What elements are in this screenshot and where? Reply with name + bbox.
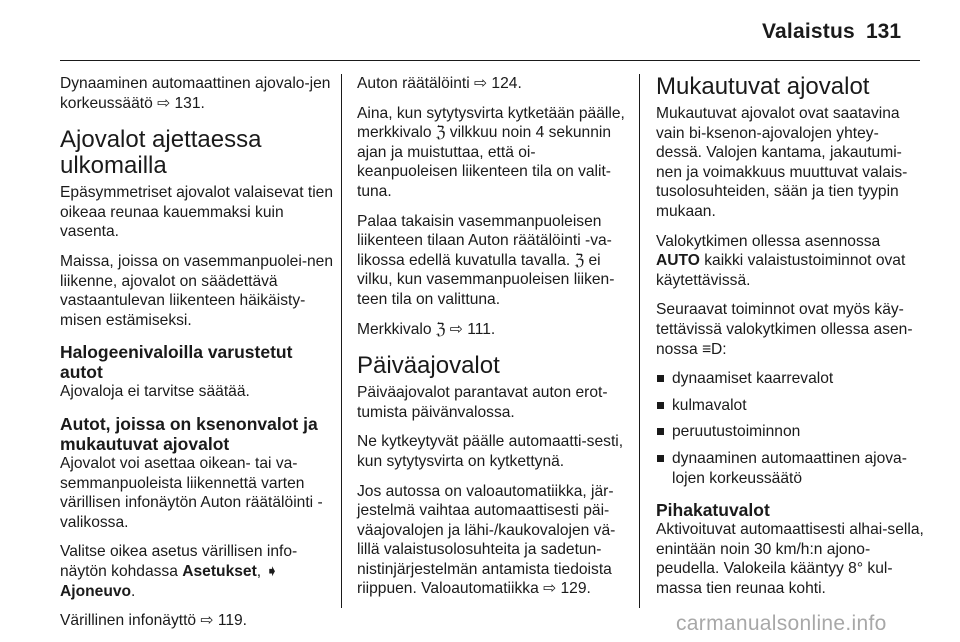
- heading-daytime-running-lights: Päiväajovalot: [357, 352, 500, 380]
- function-list: [656, 369, 924, 488]
- text-select-setting: Valitse oikea asetus värillisen info-näytön kohdassa: [60, 543, 298, 580]
- heading-cornering-lights: Pihakatuvalot: [656, 500, 770, 521]
- paragraph-return-left: Palaa takaisin vasemmanpuoleisen liikenteen tilaan Auton räätälöinti -va-likossa edellä kuvatulla tavalla. ℨ ei vilku, kun vasemmanpuoleisen liiken-teen tila on valittuna.: [357, 212, 615, 308]
- heading-halogen: Halogeenivaloilla varustetut autot: [60, 342, 293, 383]
- paragraph-indicator-ref: Merkkivalo ℨ ⇨ 111.: [357, 320, 496, 338]
- page-number: 131: [866, 20, 902, 43]
- header-divider: [60, 60, 920, 61]
- heading-adaptive-headlights: Mukautuvat ajovalot: [656, 73, 870, 100]
- bullet-square-icon: [657, 375, 664, 382]
- paragraph-cornering-desc: Aktivoituvat automaattisesti alhai-sella, enintään noin 30 km/h:n ajono-peudella. Valokeila kääntyy 8° kul-massa tien reunaa kohti.: [656, 521, 924, 597]
- paragraph-xenon: Ajovalot voi asettaa oikean- tai va-semmanpuoleista liikennettä varten värillisen infonäytön Auton räätälöinti -valikossa.: [60, 454, 323, 531]
- paragraph-following-functions: Seuraavat toiminnot ovat myös käy-tettävissä valokytkimen ollessa asen-nossa ≡D:: [656, 301, 913, 358]
- paragraph-drl-visibility: Päiväajovalot parantavat auton erot-tumista päivänvalossa.: [357, 384, 608, 421]
- text-period: .: [131, 582, 136, 600]
- menu-settings-label: Asetukset: [182, 562, 257, 580]
- paragraph-headlight-range: Dynaaminen automaattinen ajovalo-jen korkeussäätö ⇨ 131.: [60, 75, 331, 112]
- paragraph-indicator-flash: Aina, kun sytytysvirta kytketään päälle, merkkivalo ℨ vilkkuu noin 4 sekunnin ajan ja muistuttaa, että oi-keanpuoleisen liikenteen tila on valit-tuna.: [357, 104, 625, 200]
- arrow-separator: , ➧: [256, 562, 279, 580]
- column-divider-2: [639, 74, 640, 608]
- heading-headlights-abroad: Ajovalot ajettaessa ulkomailla: [60, 126, 262, 180]
- paragraph-select-setting: [60, 542, 335, 601]
- paragraph-adaptive-desc: Mukautuvat ajovalot ovat saatavina vain bi-ksenon-ajovalojen yhtey-dessä. Valojen kantama, jakautumi-nen ja voimakkuus muuttuvat valais-tusolosuhteiden, sään ja tien tyypin mukaan.: [656, 105, 908, 220]
- list-item-text: dynaamiset kaarrevalot: [672, 370, 834, 388]
- paragraph-drl-auto: Ne kytkeytyvät päälle automaatti-sesti, kun sytytysvirta on kytkettynä.: [357, 433, 624, 470]
- paragraph-info-display-ref: Värillinen infonäyttö ⇨ 119.: [60, 612, 248, 630]
- heading-xenon: Autot, joissa on ksenonvalot ja mukautuvat ajovalot: [60, 413, 318, 454]
- menu-vehicle-label: Ajoneuvo: [60, 582, 132, 600]
- column-3: [656, 74, 924, 608]
- text-auto-pre: Valokytkimen ollessa asennossa: [656, 232, 881, 250]
- list-item: [656, 422, 924, 442]
- list-item-text: kulmavalot: [672, 396, 747, 414]
- list-item: [656, 449, 924, 488]
- paragraph-asymmetric: Epäsymmetriset ajovalot valaisevat tien oikeaa reunaa kauemmaksi kuin vasenta.: [60, 184, 334, 241]
- paragraph-customisation-ref: Auton räätälöinti ⇨ 124.: [357, 75, 522, 92]
- auto-label: AUTO: [656, 252, 700, 270]
- header-section-title: Valaistus: [762, 20, 855, 43]
- paragraph-left-traffic: Maissa, joissa on vasemmanpuolei-nen liikenne, ajovalot on säädettävä vastaantulevan liikenteen häikäisty-misen estämiseksi.: [60, 252, 334, 329]
- paragraph-light-automation: Jos autossa on valoautomatiikka, jär-jestelmä vaihtaa automaattisesti päi-väajovalojen ja lähi-/kaukovalojen vä-lillä valaistusolosuhteita ja sadetun-nistinjärjestelmän antamista tiedoista riippuen. Valoautomatiikka ⇨ 129.: [357, 482, 616, 598]
- column-2: [357, 74, 625, 609]
- column-1: [60, 74, 335, 641]
- bullet-square-icon: [657, 428, 664, 435]
- list-item-text: peruutustoiminnon: [672, 423, 801, 441]
- bullet-square-icon: [657, 402, 664, 409]
- watermark: carmanualsonline.info: [676, 612, 887, 635]
- list-item-text: dynaaminen automaattinen ajova-lojen korkeussäätö: [672, 449, 907, 487]
- list-item: [656, 369, 924, 389]
- paragraph-halogen: Ajovaloja ei tarvitse säätää.: [60, 383, 250, 401]
- column-divider-1: [341, 74, 342, 608]
- list-item: [656, 396, 924, 416]
- text-auto-post: kaikki valaistustoiminnot ovat käytettävissä.: [656, 252, 906, 289]
- bullet-square-icon: [657, 455, 664, 462]
- paragraph-auto-position: [656, 232, 924, 291]
